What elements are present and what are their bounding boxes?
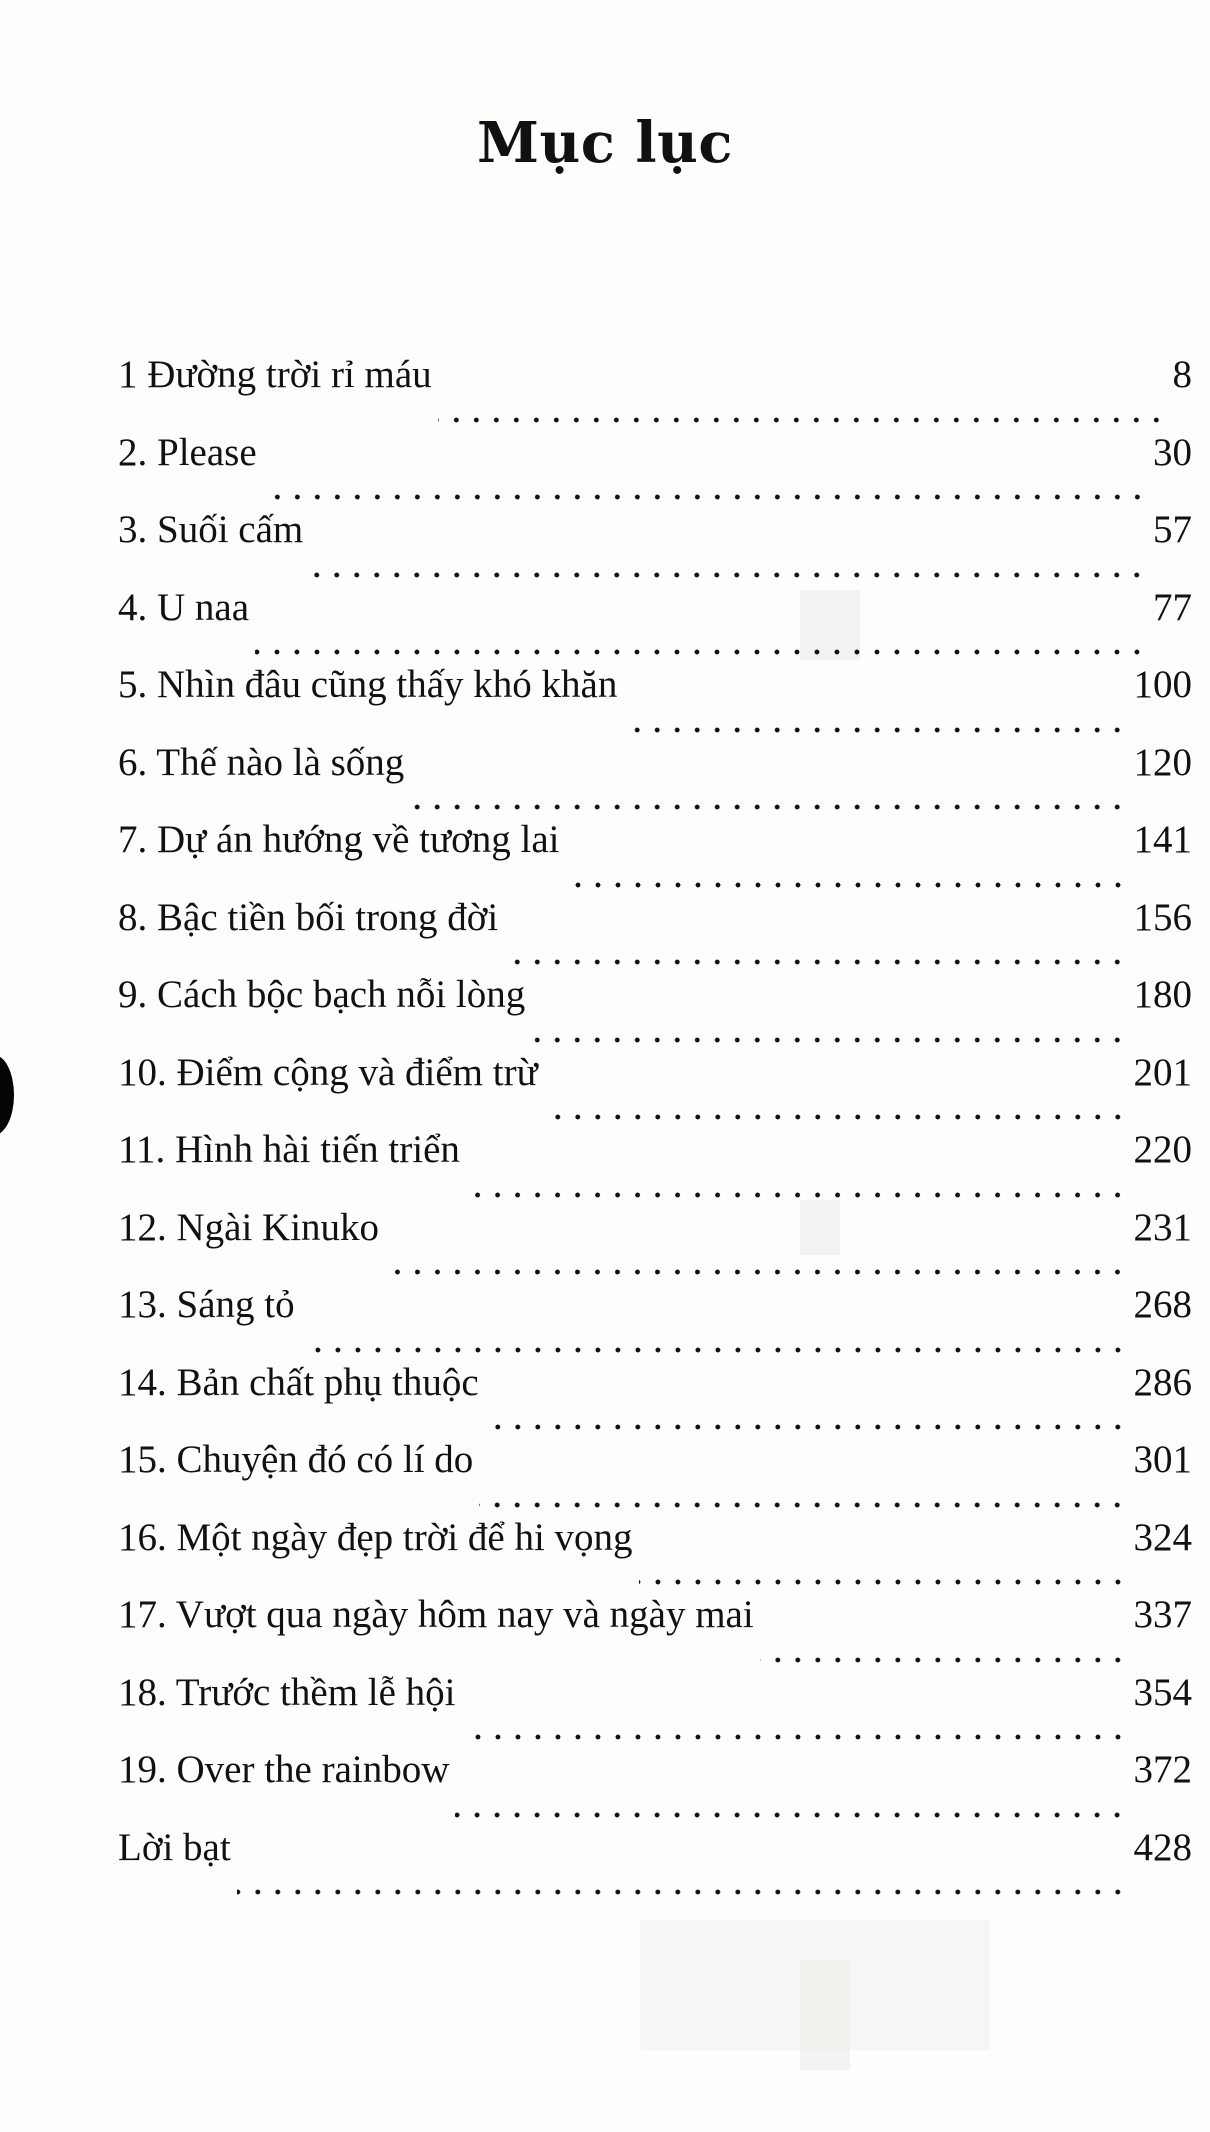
- toc-entry-title: 19. Over the rainbow: [118, 1748, 450, 1791]
- toc-entry-page-number: 301: [1133, 1438, 1192, 1481]
- dot-leader: [462, 1734, 1128, 1740]
- dot-leader: [639, 1579, 1128, 1585]
- toc-entry-page-number: 77: [1153, 585, 1192, 629]
- toc-entry: [118, 1440, 1192, 1518]
- toc-entry-page-number: 372: [1133, 1748, 1192, 1791]
- toc-entry: [118, 1825, 1192, 1906]
- dot-leader: [237, 1889, 1128, 1895]
- toc-entry-page-number: 156: [1133, 895, 1192, 939]
- dot-leader: [438, 417, 1166, 423]
- dot-leader: [623, 727, 1127, 733]
- dot-leader: [385, 1269, 1127, 1275]
- toc-entry-page-number: 180: [1133, 973, 1192, 1016]
- toc-entry-title: Lời bạt: [118, 1825, 231, 1869]
- dot-leader: [504, 959, 1127, 965]
- toc-entry-page-number: 220: [1133, 1128, 1192, 1171]
- dot-leader: [455, 1812, 1127, 1818]
- toc-entry-page-number: 30: [1153, 430, 1192, 474]
- toc-entry: [118, 820, 1192, 898]
- toc-entry-title: 11. Hình hài tiến triển: [118, 1128, 460, 1171]
- toc-entry-page-number: 100: [1133, 663, 1192, 706]
- toc-entry-page-number: 57: [1153, 508, 1192, 551]
- dot-leader: [255, 649, 1147, 655]
- toc-entry-title: 8. Bậc tiền bối trong đời: [118, 895, 499, 939]
- page-title: Mục lục: [477, 110, 733, 176]
- dot-leader: [309, 572, 1147, 578]
- toc-entry: [118, 510, 1192, 588]
- toc-entry: [118, 430, 1192, 511]
- toc-entry-page-number: 201: [1133, 1050, 1192, 1094]
- toc-entry-title: 6. Thế nào là sống: [118, 740, 405, 784]
- toc-entry: [118, 665, 1192, 743]
- toc-entry-title: 5. Nhìn đâu cũng thấy khó khăn: [118, 663, 618, 706]
- dot-leader: [479, 1502, 1127, 1508]
- table-of-contents: [118, 355, 1192, 1905]
- toc-entry-title: 7. Dự án hướng về tương lai: [118, 818, 560, 861]
- toc-entry-page-number: 120: [1133, 740, 1192, 784]
- toc-entry-page-number: 354: [1133, 1670, 1192, 1714]
- toc-entry-title: 9. Cách bộc bạch nỗi lòng: [118, 973, 526, 1016]
- toc-entry: [118, 1205, 1192, 1286]
- toc-entry-title: 10. Điểm cộng và điểm trừ: [118, 1050, 538, 1094]
- toc-entry-title: 3. Suối cấm: [118, 508, 304, 551]
- toc-entry: [118, 1050, 1192, 1131]
- dot-leader: [566, 882, 1128, 888]
- toc-entry: [118, 1285, 1192, 1363]
- toc-entry: [118, 1515, 1192, 1596]
- toc-entry-page-number: 268: [1133, 1283, 1192, 1326]
- toc-entry-page-number: 141: [1133, 818, 1192, 861]
- dot-leader: [263, 494, 1147, 500]
- toc-entry-title: 15. Chuyện đó có lí do: [118, 1438, 474, 1481]
- toc-entry: [118, 1670, 1192, 1751]
- dot-leader: [760, 1657, 1128, 1663]
- toc-entry-title: 14. Bản chất phụ thuộc: [118, 1360, 479, 1404]
- toc-entry: [118, 895, 1192, 976]
- toc-entry-title: 13. Sáng tỏ: [118, 1283, 295, 1326]
- dot-leader: [531, 1037, 1127, 1043]
- toc-entry: [118, 740, 1192, 821]
- dot-leader: [485, 1424, 1128, 1430]
- toc-entry: [118, 1595, 1192, 1673]
- toc-entry-page-number: 8: [1172, 353, 1192, 396]
- toc-entry: [118, 355, 1192, 433]
- toc-entry-title: 16. Một ngày đẹp trời để hi vọng: [118, 1515, 633, 1559]
- dot-leader: [544, 1114, 1128, 1120]
- bleed-through-mark: [800, 1960, 850, 2070]
- toc-entry-page-number: 337: [1133, 1593, 1192, 1636]
- toc-entry-title: 2. Please: [118, 430, 257, 474]
- toc-entry-title: 12. Ngài Kinuko: [118, 1205, 380, 1249]
- dot-leader: [301, 1347, 1128, 1353]
- toc-entry: [118, 975, 1192, 1053]
- dot-leader: [466, 1192, 1128, 1198]
- toc-entry: [118, 1750, 1192, 1828]
- dot-leader: [410, 804, 1127, 810]
- toc-entry: [118, 585, 1192, 666]
- toc-entry-title: 1 Đường trời rỉ máu: [118, 353, 432, 396]
- toc-entry-title: 17. Vượt qua ngày hôm nay và ngày mai: [118, 1593, 754, 1636]
- toc-entry-page-number: 324: [1133, 1515, 1192, 1559]
- page-edge-shadow: [0, 1055, 14, 1135]
- toc-entry: [118, 1360, 1192, 1441]
- toc-entry-page-number: 286: [1133, 1360, 1192, 1404]
- toc-entry-page-number: 428: [1133, 1825, 1192, 1869]
- toc-entry: [118, 1130, 1192, 1208]
- toc-entry-title: 4. U naa: [118, 585, 250, 629]
- toc-entry-title: 18. Trước thềm lễ hội: [118, 1670, 456, 1714]
- toc-entry-page-number: 231: [1133, 1205, 1192, 1249]
